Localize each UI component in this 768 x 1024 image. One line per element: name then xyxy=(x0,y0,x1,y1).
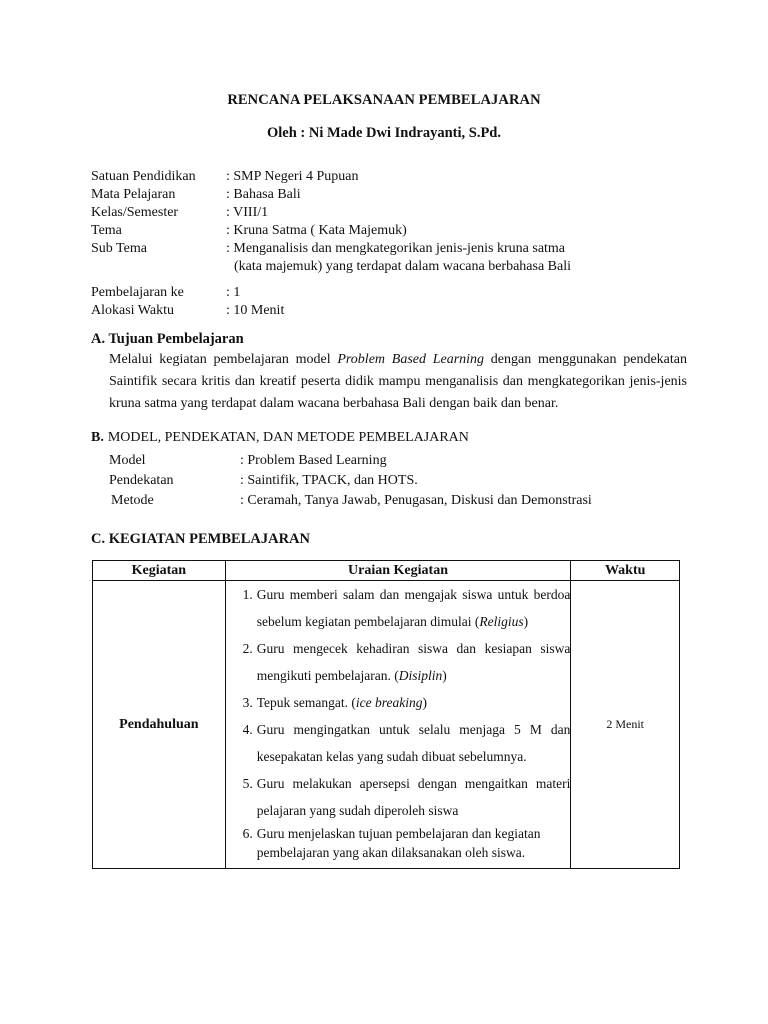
section-a-text: dengan menggunakan pendekatan Saintifik secara kritis dan kreatif peserta didik mampu menganalisis dan mengkategorikan jenis-jenis kruna satma yang terdapat dalam wacana berbahasa Bali dengan baik dan benar. xyxy=(109,352,687,411)
model-row xyxy=(109,471,592,491)
section-b-letter: B. xyxy=(91,430,104,445)
identity-value: : Menganalisis dan mengkategorikan jenis-jenis kruna satma xyxy=(226,241,566,256)
model-value: : Problem Based Learning xyxy=(240,453,387,468)
section-a-italic: Problem Based Learning xyxy=(337,352,485,367)
identity-row xyxy=(91,240,606,276)
model-value: : Ceramah, Tanya Jawab, Penugasan, Diskusi dan Demonstrasi xyxy=(240,493,592,508)
identity-label: Alokasi Waktu xyxy=(91,303,174,318)
identity-block xyxy=(91,168,606,320)
model-label: Metode xyxy=(111,493,154,508)
activity-cell xyxy=(225,581,571,869)
list-item xyxy=(226,716,571,770)
phase-cell: Pendahuluan xyxy=(93,581,226,869)
item-text: Guru melakukan apersepsi dengan mengaitkan materi pelajaran yang sudah diperoleh siswa xyxy=(256,776,571,818)
identity-row xyxy=(91,302,606,320)
column-header-kegiatan: Kegiatan xyxy=(93,561,226,581)
identity-label: Tema xyxy=(91,223,122,238)
identity-value-continuation: (kata majemuk) yang terdapat dalam wacana berbahasa Bali xyxy=(234,259,572,274)
model-label: Model xyxy=(109,453,146,468)
section-a-paragraph xyxy=(109,349,687,415)
item-text: Guru memberi salam dan mengajak siswa untuk berdoa sebelum kegiatan pembelajaran dimulai (Religius) xyxy=(256,587,571,629)
list-item xyxy=(226,770,571,824)
item-number: 6. xyxy=(242,826,253,841)
column-header-waktu: Waktu xyxy=(571,561,680,581)
section-b-heading xyxy=(91,430,469,446)
item-number: 1. xyxy=(242,587,253,602)
column-header-uraian: Uraian Kegiatan xyxy=(225,561,571,581)
item-text: Guru mengingatkan untuk selalu menjaga 5 M dan kesepakatan kelas yang sudah dibuat sebelumnya. xyxy=(256,722,571,764)
activity-table xyxy=(92,560,680,869)
duration-cell: 2 Menit xyxy=(571,581,680,869)
identity-row xyxy=(91,284,606,302)
list-item xyxy=(226,824,571,862)
identity-label: Satuan Pendidikan xyxy=(91,169,196,184)
identity-row xyxy=(91,186,606,204)
identity-row xyxy=(91,168,606,186)
identity-value: : Kruna Satma ( Kata Majemuk) xyxy=(226,223,407,238)
table-row xyxy=(93,581,680,869)
item-number: 5. xyxy=(242,776,253,791)
identity-value: : VIII/1 xyxy=(226,205,269,220)
identity-value: : 1 xyxy=(226,285,241,300)
list-item xyxy=(226,689,571,716)
list-item xyxy=(226,581,571,635)
identity-value: : 10 Menit xyxy=(226,303,285,318)
model-label: Pendekatan xyxy=(109,473,174,488)
document-author: Oleh : Ni Made Dwi Indrayanti, S.Pd. xyxy=(266,125,502,141)
item-number: 4. xyxy=(242,722,253,737)
section-a-text: Melalui kegiatan pembelajaran model xyxy=(109,352,338,367)
item-number: 3. xyxy=(242,695,253,710)
model-list xyxy=(109,451,592,511)
model-row xyxy=(109,451,592,471)
identity-row xyxy=(91,204,606,222)
item-number: 2. xyxy=(242,641,253,656)
item-text: Guru mengecek kehadiran siswa dan kesiapan siswa mengikuti pembelajaran. (Disiplin) xyxy=(256,641,571,683)
identity-value: : Bahasa Bali xyxy=(226,187,301,202)
identity-value: : SMP Negeri 4 Pupuan xyxy=(226,169,359,184)
list-item xyxy=(226,635,571,689)
identity-label: Pembelajaran ke xyxy=(91,285,184,300)
identity-row xyxy=(91,222,606,240)
identity-label: Sub Tema xyxy=(91,241,147,256)
model-value: : Saintifik, TPACK, dan HOTS. xyxy=(240,473,418,488)
item-text: Tepuk semangat. (ice breaking) xyxy=(256,695,427,710)
document-title: RENCANA PELAKSANAAN PEMBELAJARAN xyxy=(227,92,541,108)
identity-label: Mata Pelajaran xyxy=(91,187,176,202)
section-a-heading: A. Tujuan Pembelajaran xyxy=(91,331,244,347)
section-b-title: MODEL, PENDEKATAN, DAN METODE PEMBELAJARAN xyxy=(107,430,469,445)
item-text: Guru menjelaskan tujuan pembelajaran dan kegiatan pembelajaran yang akan dilaksanakan oleh siswa. xyxy=(256,826,541,860)
section-c-heading: C. KEGIATAN PEMBELAJARAN xyxy=(91,531,310,547)
model-row xyxy=(109,491,592,511)
table-header-row xyxy=(93,561,680,581)
identity-label: Kelas/Semester xyxy=(91,205,179,220)
activity-list xyxy=(226,581,571,862)
identity-value-multiline xyxy=(226,240,606,276)
